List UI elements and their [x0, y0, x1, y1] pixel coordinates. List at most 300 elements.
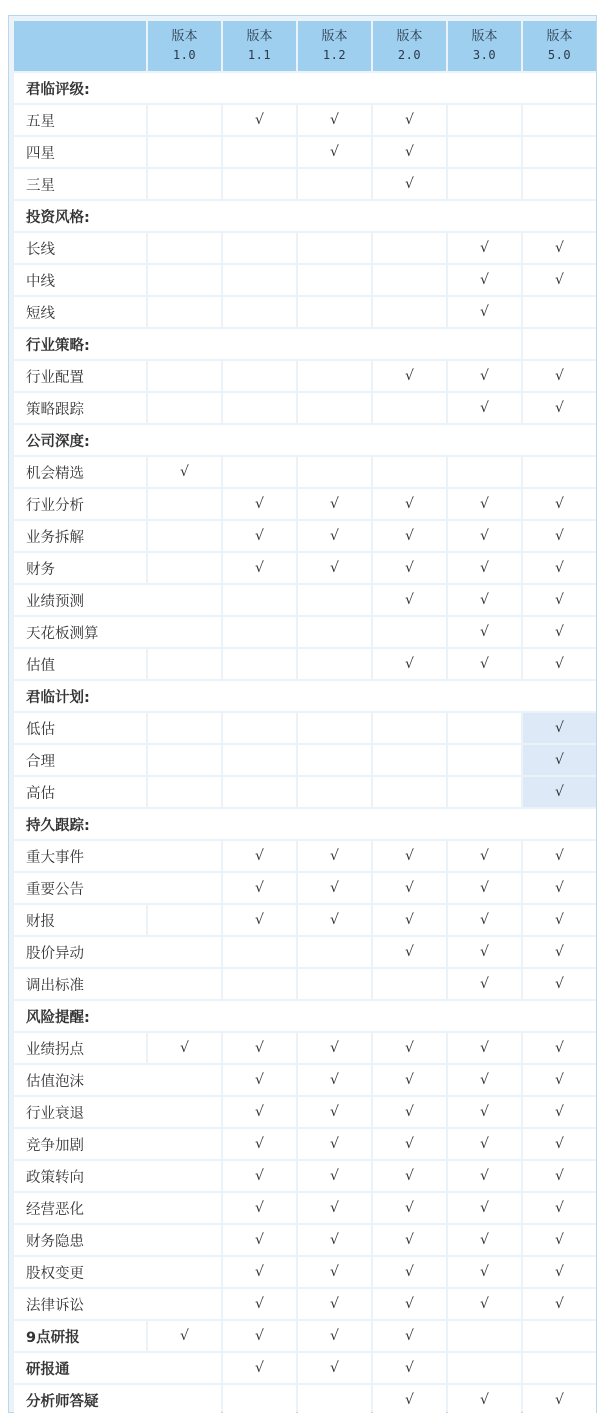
check-mark-icon: √ — [523, 393, 596, 423]
check-mark-icon: √ — [148, 457, 221, 487]
empty-cell — [223, 265, 296, 295]
feature-row — [14, 1353, 596, 1383]
empty-cell — [448, 713, 521, 743]
empty-cell — [373, 745, 446, 775]
check-mark-icon: √ — [223, 1289, 296, 1319]
feature-label: 法律诉讼 — [14, 1289, 221, 1319]
check-mark-icon: √ — [523, 553, 596, 583]
feature-label: 业务拆解 — [14, 521, 146, 551]
empty-cell — [298, 777, 371, 807]
empty-cell — [223, 617, 296, 647]
feature-row — [14, 553, 596, 583]
check-mark-icon: √ — [523, 233, 596, 263]
check-mark-icon: √ — [298, 1161, 371, 1191]
check-mark-icon: √ — [448, 1161, 521, 1191]
check-mark-icon: √ — [223, 873, 296, 903]
check-mark-icon: √ — [373, 361, 446, 391]
check-mark-icon: √ — [448, 1225, 521, 1255]
check-mark-icon: √ — [523, 969, 596, 999]
empty-cell — [223, 233, 296, 263]
check-mark-icon: √ — [298, 1033, 371, 1063]
check-mark-icon: √ — [223, 489, 296, 519]
empty-cell — [373, 969, 446, 999]
empty-cell — [523, 457, 596, 487]
check-mark-icon: √ — [448, 553, 521, 583]
check-mark-icon: √ — [523, 1097, 596, 1127]
check-mark-icon: √ — [223, 1033, 296, 1063]
header-version-word: 版本 — [396, 29, 423, 44]
header-version-number: 1.2 — [322, 48, 347, 62]
check-mark-icon: √ — [448, 265, 521, 295]
check-mark-icon: √ — [448, 1097, 521, 1127]
feature-row — [14, 969, 596, 999]
empty-cell — [448, 137, 521, 167]
section-header-row — [14, 809, 596, 839]
empty-cell — [448, 169, 521, 199]
feature-label: 9点研报 — [14, 1321, 146, 1351]
check-mark-icon: √ — [523, 585, 596, 615]
check-mark-icon: √ — [523, 1129, 596, 1159]
feature-row — [14, 1097, 596, 1127]
check-mark-icon: √ — [223, 1129, 296, 1159]
feature-row — [14, 905, 596, 935]
check-mark-icon: √ — [373, 137, 446, 167]
feature-label: 财务 — [14, 553, 146, 583]
empty-cell — [223, 137, 296, 167]
section-header-row — [14, 1001, 596, 1031]
check-mark-icon: √ — [298, 1353, 371, 1383]
check-mark-icon: √ — [298, 1257, 371, 1287]
check-mark-icon: √ — [373, 1065, 446, 1095]
feature-row — [14, 1065, 596, 1095]
feature-row — [14, 1161, 596, 1191]
check-mark-icon: √ — [223, 1193, 296, 1223]
empty-cell — [223, 169, 296, 199]
empty-cell — [523, 105, 596, 135]
check-mark-icon: √ — [223, 1065, 296, 1095]
check-mark-icon: √ — [448, 361, 521, 391]
check-mark-icon: √ — [298, 1321, 371, 1351]
empty-cell — [298, 713, 371, 743]
check-mark-icon: √ — [523, 1257, 596, 1287]
check-mark-icon: √ — [298, 521, 371, 551]
check-mark-icon: √ — [373, 1129, 446, 1159]
empty-cell — [148, 137, 221, 167]
check-mark-icon: √ — [448, 649, 521, 679]
header-version-1-1 — [223, 21, 296, 71]
check-mark-icon: √ — [523, 265, 596, 295]
feature-label: 财报 — [14, 905, 146, 935]
check-mark-icon: √ — [298, 841, 371, 871]
empty-cell — [148, 297, 221, 327]
section-title: 风险提醒: — [14, 1001, 596, 1031]
check-mark-icon: √ — [448, 1385, 521, 1415]
empty-cell — [223, 713, 296, 743]
header-version-word: 版本 — [471, 29, 498, 44]
feature-label: 行业分析 — [14, 489, 146, 519]
check-mark-icon: √ — [298, 105, 371, 135]
check-mark-icon: √ — [523, 1161, 596, 1191]
empty-cell — [223, 777, 296, 807]
check-mark-icon: √ — [523, 617, 596, 647]
feature-row — [14, 1129, 596, 1159]
feature-label: 行业衰退 — [14, 1097, 221, 1127]
check-mark-icon: √ — [448, 393, 521, 423]
header-version-number: 1.1 — [247, 48, 272, 62]
table-body — [14, 73, 596, 1415]
check-mark-icon: √ — [523, 489, 596, 519]
empty-cell — [223, 745, 296, 775]
feature-row — [14, 137, 596, 167]
feature-row — [14, 169, 596, 199]
feature-row — [14, 777, 596, 807]
empty-cell — [448, 457, 521, 487]
check-mark-icon: √ — [523, 521, 596, 551]
header-version-word: 版本 — [321, 29, 348, 44]
check-mark-icon: √ — [148, 1321, 221, 1351]
feature-row — [14, 713, 596, 743]
check-mark-icon: √ — [523, 1033, 596, 1063]
empty-cell — [223, 393, 296, 423]
check-mark-icon: √ — [523, 1385, 596, 1415]
empty-cell — [223, 937, 296, 967]
header-corner-cell — [14, 21, 146, 71]
empty-cell — [448, 745, 521, 775]
check-mark-icon: √ — [298, 873, 371, 903]
empty-cell — [448, 105, 521, 135]
check-mark-icon: √ — [298, 1289, 371, 1319]
empty-cell — [298, 297, 371, 327]
feature-row — [14, 873, 596, 903]
check-mark-icon: √ — [373, 1353, 446, 1383]
empty-cell — [448, 777, 521, 807]
check-mark-icon: √ — [448, 1129, 521, 1159]
check-mark-icon: √ — [148, 1033, 221, 1063]
feature-label: 财务隐患 — [14, 1225, 221, 1255]
feature-label: 五星 — [14, 105, 146, 135]
empty-cell — [373, 617, 446, 647]
check-mark-icon: √ — [298, 1129, 371, 1159]
header-version-1-2 — [298, 21, 371, 71]
header-version-number: 1.0 — [172, 48, 197, 62]
feature-label: 重大事件 — [14, 841, 221, 871]
check-mark-icon: √ — [448, 1193, 521, 1223]
header-version-2-0 — [373, 21, 446, 71]
feature-row — [14, 1385, 596, 1415]
empty-cell — [148, 169, 221, 199]
empty-cell — [298, 937, 371, 967]
section-header-row — [14, 681, 596, 711]
feature-row — [14, 1033, 596, 1063]
check-mark-icon: √ — [298, 1225, 371, 1255]
section-header-row — [14, 73, 596, 103]
empty-cell — [148, 521, 221, 551]
check-mark-icon: √ — [523, 777, 596, 807]
header-version-number: 2.0 — [397, 48, 422, 62]
check-mark-icon: √ — [223, 1161, 296, 1191]
feature-label: 中线 — [14, 265, 146, 295]
check-mark-icon: √ — [223, 905, 296, 935]
version-comparison-table-container — [8, 15, 597, 1413]
check-mark-icon: √ — [373, 841, 446, 871]
empty-cell — [148, 777, 221, 807]
feature-label: 策略跟踪 — [14, 393, 146, 423]
check-mark-icon: √ — [298, 1097, 371, 1127]
feature-label: 分析师答疑 — [14, 1385, 221, 1415]
check-mark-icon: √ — [523, 1225, 596, 1255]
feature-label: 研报通 — [14, 1353, 221, 1383]
empty-cell — [298, 969, 371, 999]
check-mark-icon: √ — [298, 905, 371, 935]
empty-cell — [298, 233, 371, 263]
check-mark-icon: √ — [448, 1033, 521, 1063]
empty-cell — [373, 265, 446, 295]
feature-label: 长线 — [14, 233, 146, 263]
empty-cell — [298, 585, 371, 615]
feature-label: 天花板测算 — [14, 617, 221, 647]
empty-cell — [223, 361, 296, 391]
check-mark-icon: √ — [223, 1257, 296, 1287]
section-title: 行业策略: — [14, 329, 521, 359]
empty-cell — [373, 713, 446, 743]
empty-cell — [223, 649, 296, 679]
check-mark-icon: √ — [373, 169, 446, 199]
empty-cell — [148, 649, 221, 679]
empty-cell — [373, 393, 446, 423]
check-mark-icon: √ — [448, 297, 521, 327]
empty-cell — [373, 777, 446, 807]
empty-cell — [523, 1321, 596, 1351]
empty-cell — [298, 617, 371, 647]
feature-label: 机会精选 — [14, 457, 146, 487]
check-mark-icon: √ — [523, 1193, 596, 1223]
check-mark-icon: √ — [448, 1065, 521, 1095]
feature-label: 合理 — [14, 745, 146, 775]
empty-cell — [148, 553, 221, 583]
empty-cell — [148, 713, 221, 743]
check-mark-icon: √ — [523, 873, 596, 903]
empty-cell — [523, 297, 596, 327]
check-mark-icon: √ — [373, 1289, 446, 1319]
feature-row — [14, 233, 596, 263]
header-version-number: 5.0 — [547, 48, 572, 62]
feature-label: 四星 — [14, 137, 146, 167]
empty-cell — [298, 745, 371, 775]
check-mark-icon: √ — [523, 713, 596, 743]
feature-row — [14, 745, 596, 775]
empty-cell — [223, 1385, 296, 1415]
check-mark-icon: √ — [448, 233, 521, 263]
empty-cell — [523, 137, 596, 167]
header-version-word: 版本 — [246, 29, 273, 44]
header-row — [14, 21, 596, 71]
feature-row — [14, 265, 596, 295]
check-mark-icon: √ — [373, 1257, 446, 1287]
section-header-row — [14, 201, 596, 231]
check-mark-icon: √ — [223, 1353, 296, 1383]
empty-cell — [223, 297, 296, 327]
check-mark-icon: √ — [523, 1065, 596, 1095]
check-mark-icon: √ — [373, 1193, 446, 1223]
section-title: 投资风格: — [14, 201, 596, 231]
feature-label: 政策转向 — [14, 1161, 221, 1191]
check-mark-icon: √ — [373, 553, 446, 583]
feature-label: 经营恶化 — [14, 1193, 221, 1223]
section-title: 君临计划: — [14, 681, 596, 711]
feature-row — [14, 297, 596, 327]
check-mark-icon: √ — [448, 617, 521, 647]
empty-cell — [523, 1353, 596, 1383]
check-mark-icon: √ — [448, 1257, 521, 1287]
check-mark-icon: √ — [523, 841, 596, 871]
check-mark-icon: √ — [373, 1033, 446, 1063]
check-mark-icon: √ — [523, 937, 596, 967]
feature-row — [14, 1289, 596, 1319]
header-version-word: 版本 — [171, 29, 198, 44]
check-mark-icon: √ — [373, 1097, 446, 1127]
feature-row — [14, 393, 596, 423]
feature-label: 股价异动 — [14, 937, 221, 967]
check-mark-icon: √ — [523, 361, 596, 391]
check-mark-icon: √ — [448, 521, 521, 551]
check-mark-icon: √ — [223, 553, 296, 583]
section-header-row — [14, 329, 596, 359]
check-mark-icon: √ — [448, 969, 521, 999]
feature-label: 高估 — [14, 777, 146, 807]
check-mark-icon: √ — [373, 489, 446, 519]
check-mark-icon: √ — [448, 841, 521, 871]
feature-row — [14, 841, 596, 871]
empty-cell — [148, 233, 221, 263]
check-mark-icon: √ — [448, 873, 521, 903]
empty-cell — [523, 329, 596, 359]
feature-row — [14, 105, 596, 135]
section-title: 公司深度: — [14, 425, 596, 455]
section-header-row — [14, 425, 596, 455]
empty-cell — [298, 169, 371, 199]
empty-cell — [148, 745, 221, 775]
version-comparison-table — [12, 19, 598, 1417]
header-version-number: 3.0 — [472, 48, 497, 62]
check-mark-icon: √ — [523, 745, 596, 775]
empty-cell — [148, 105, 221, 135]
check-mark-icon: √ — [373, 521, 446, 551]
feature-row — [14, 1193, 596, 1223]
empty-cell — [223, 969, 296, 999]
feature-row — [14, 521, 596, 551]
check-mark-icon: √ — [448, 489, 521, 519]
check-mark-icon: √ — [223, 105, 296, 135]
check-mark-icon: √ — [298, 1193, 371, 1223]
empty-cell — [448, 1321, 521, 1351]
check-mark-icon: √ — [373, 937, 446, 967]
empty-cell — [448, 1353, 521, 1383]
feature-row — [14, 1321, 596, 1351]
feature-row — [14, 489, 596, 519]
check-mark-icon: √ — [373, 1161, 446, 1191]
check-mark-icon: √ — [373, 1321, 446, 1351]
check-mark-icon: √ — [448, 585, 521, 615]
feature-label: 低估 — [14, 713, 146, 743]
check-mark-icon: √ — [373, 1385, 446, 1415]
check-mark-icon: √ — [223, 841, 296, 871]
feature-label: 行业配置 — [14, 361, 146, 391]
empty-cell — [148, 905, 221, 935]
empty-cell — [298, 649, 371, 679]
empty-cell — [298, 265, 371, 295]
feature-label: 估值泡沫 — [14, 1065, 221, 1095]
empty-cell — [148, 489, 221, 519]
feature-label: 业绩预测 — [14, 585, 221, 615]
feature-row — [14, 585, 596, 615]
empty-cell — [298, 393, 371, 423]
check-mark-icon: √ — [223, 1225, 296, 1255]
check-mark-icon: √ — [373, 873, 446, 903]
feature-label: 业绩拐点 — [14, 1033, 146, 1063]
check-mark-icon: √ — [298, 1065, 371, 1095]
check-mark-icon: √ — [448, 1289, 521, 1319]
header-version-word: 版本 — [546, 29, 573, 44]
header-version-5-0 — [523, 21, 596, 71]
check-mark-icon: √ — [298, 489, 371, 519]
empty-cell — [373, 297, 446, 327]
section-title: 持久跟踪: — [14, 809, 596, 839]
empty-cell — [523, 169, 596, 199]
check-mark-icon: √ — [523, 1289, 596, 1319]
empty-cell — [298, 361, 371, 391]
feature-label: 调出标准 — [14, 969, 221, 999]
feature-row — [14, 937, 596, 967]
check-mark-icon: √ — [523, 649, 596, 679]
check-mark-icon: √ — [373, 585, 446, 615]
feature-label: 重要公告 — [14, 873, 221, 903]
empty-cell — [148, 361, 221, 391]
feature-row — [14, 457, 596, 487]
check-mark-icon: √ — [448, 937, 521, 967]
empty-cell — [298, 1385, 371, 1415]
feature-label: 竞争加剧 — [14, 1129, 221, 1159]
header-version-3-0 — [448, 21, 521, 71]
check-mark-icon: √ — [373, 105, 446, 135]
check-mark-icon: √ — [373, 1225, 446, 1255]
feature-row — [14, 1257, 596, 1287]
empty-cell — [298, 457, 371, 487]
empty-cell — [148, 393, 221, 423]
empty-cell — [223, 457, 296, 487]
feature-row — [14, 1225, 596, 1255]
empty-cell — [148, 265, 221, 295]
check-mark-icon: √ — [223, 1097, 296, 1127]
feature-row — [14, 361, 596, 391]
check-mark-icon: √ — [298, 137, 371, 167]
empty-cell — [373, 233, 446, 263]
check-mark-icon: √ — [298, 553, 371, 583]
check-mark-icon: √ — [223, 521, 296, 551]
feature-label: 股权变更 — [14, 1257, 221, 1287]
check-mark-icon: √ — [223, 1321, 296, 1351]
feature-label: 估值 — [14, 649, 146, 679]
check-mark-icon: √ — [373, 905, 446, 935]
feature-row — [14, 649, 596, 679]
check-mark-icon: √ — [523, 905, 596, 935]
header-version-1-0 — [148, 21, 221, 71]
feature-row — [14, 617, 596, 647]
feature-label: 三星 — [14, 169, 146, 199]
check-mark-icon: √ — [373, 649, 446, 679]
feature-label: 短线 — [14, 297, 146, 327]
empty-cell — [373, 457, 446, 487]
section-title: 君临评级: — [14, 73, 596, 103]
